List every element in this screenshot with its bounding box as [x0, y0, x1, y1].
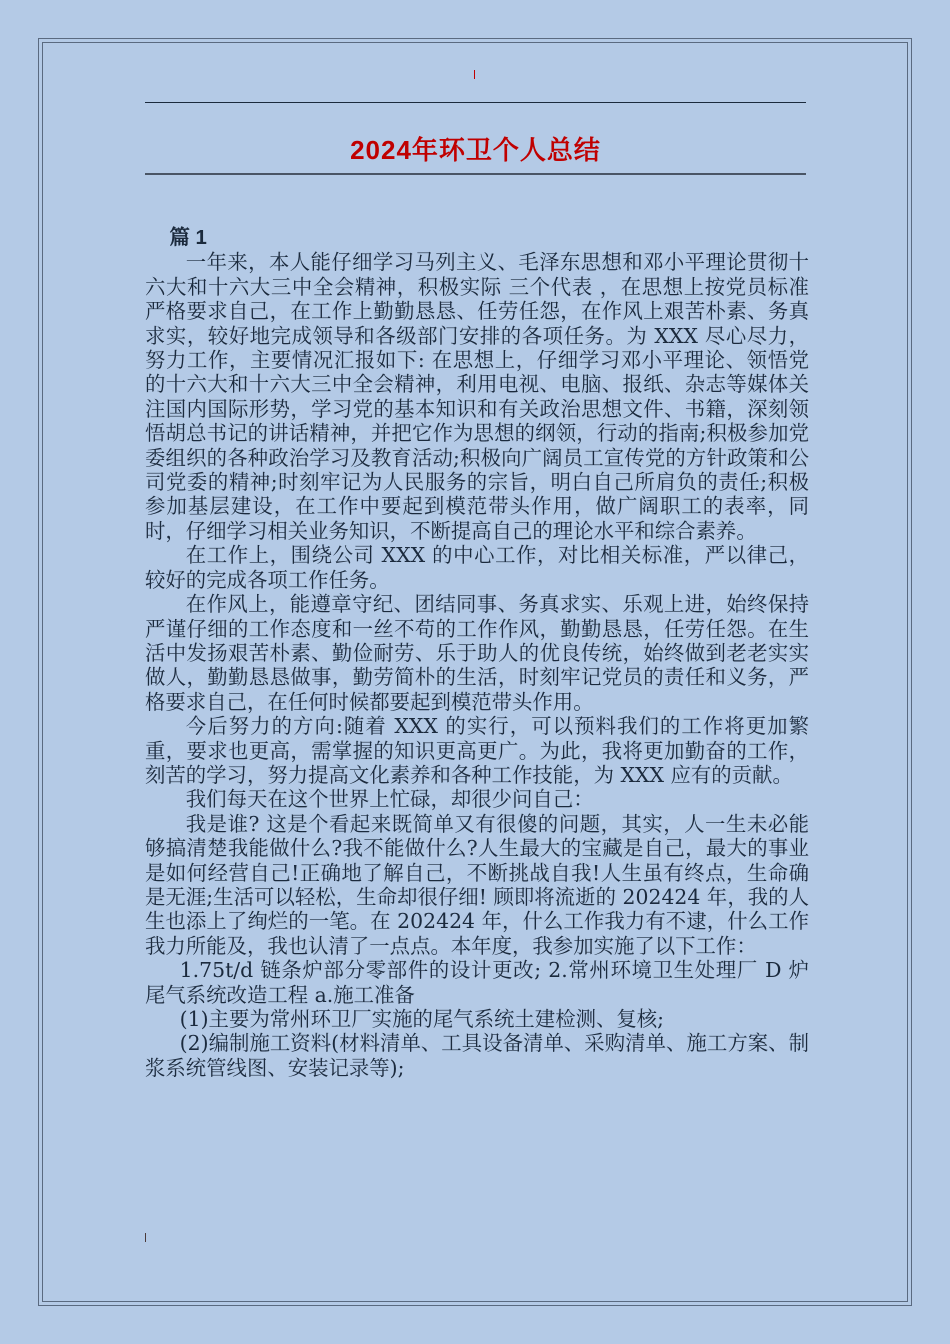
paragraph: 在作风上，能遵章守纪、团结同事、务真求实、乐观上进，始终保持严谨仔细的工作态度和一丝不苟的工作作风，勤勤恳恳，任劳任怨。在生活中发扬艰苦朴素、勤俭耐劳、乐于助人的优良传统，始终做到老老实实做人，勤勤恳恳做事，勤劳简朴的生活，时刻牢记党员的责任和义务，严格要求自己，在任何时候都要起到模范带头作用。	[145, 592, 809, 714]
paragraph: 一年来，本人能仔细学习马列主义、毛泽东思想和邓小平理论贯彻十六大和十六大三中全会精神，积极实际 三个代表 ，在思想上按党员标准严格要求自己，在工作上勤勤恳恳、任劳任怨，在作风上艰苦朴素、务真求实，较好地完成领导和各级部门安排的各项任务。为 XXX 尽心尽力，努力工作，主要情况汇报如下: 在思想上，仔细学习邓小平理论、领悟党的十六大和十六大三中全会精神，利用电视、电脑、报纸、杂志等媒体关注国内国际形势，学习党的基本知识和有关政治思想文件、书籍，深刻领悟胡总书记的讲话精神，并把它作为思想的纲领，行动的指南;积极参加党委组织的各种政治学习及教育活动;积极向广阔员工宣传党的方针政策和公司党委的精神;时刻牢记为人民服务的宗旨，明白自己所肩负的责任;积极参加基层建设，在工作中要起到模范带头作用，做广阔职工的表率，同时，仔细学习相关业务知识，不断提高自己的理论水平和综合素养。	[145, 250, 809, 543]
section-heading: 篇 1	[169, 227, 207, 249]
document-title: 2024年环卫个人总结	[350, 135, 601, 165]
list-item: 1.75t/d 链条炉部分零部件的设计更改; 2.常州环境卫生处理厂 D 炉尾气系统改造工程 a.施工准备	[145, 958, 809, 1007]
list-item: (2)编制施工资料(材料清单、工具设备清单、采购清单、施工方案、制浆系统管线图、安装记录等);	[145, 1031, 809, 1080]
paragraph: 在工作上，围绕公司 XXX 的中心工作，对比相关标准，严以律己，较好的完成各项工作任务。	[145, 543, 809, 592]
paragraph: 我是谁? 这是个看起来既简单又有很傻的问题，其实，人一生未必能够搞清楚我能做什么?我不能做什么?人生最大的宝藏是自己，最大的事业是如何经营自己!正确地了解自己，不断挑战自我!人生虽有终点，生命确是无涯;生活可以轻松，生命却很仔细! 顾即将流逝的 202424 年，我的人生也添上了绚烂的一笔。在 202424 年，什么工作我力有不逮，什么工作我力所能及，我也认清了一点点。本年度，我参加实施了以下工作：	[145, 811, 809, 958]
list-item: (1)主要为常州环卫厂实施的尾气系统土建检测、复核;	[179, 1007, 665, 1031]
header-rule	[145, 102, 806, 103]
paragraph: 今后努力的方向:随着 XXX 的实行，可以预料我们的工作将更加繁重，要求也更高，需掌握的知识更高更广。为此，我将更加勤奋的工作，刻苦的学习，努力提高文化素养和各种工作技能，为 XXX 应有的贡献。	[145, 714, 809, 787]
document-body	[145, 226, 809, 1080]
footer-mark	[145, 1233, 146, 1242]
header-mark	[474, 70, 475, 79]
paragraph: 我们每天在这个世界上忙碌，却很少问自己：	[185, 787, 594, 812]
title-rule	[145, 173, 806, 175]
